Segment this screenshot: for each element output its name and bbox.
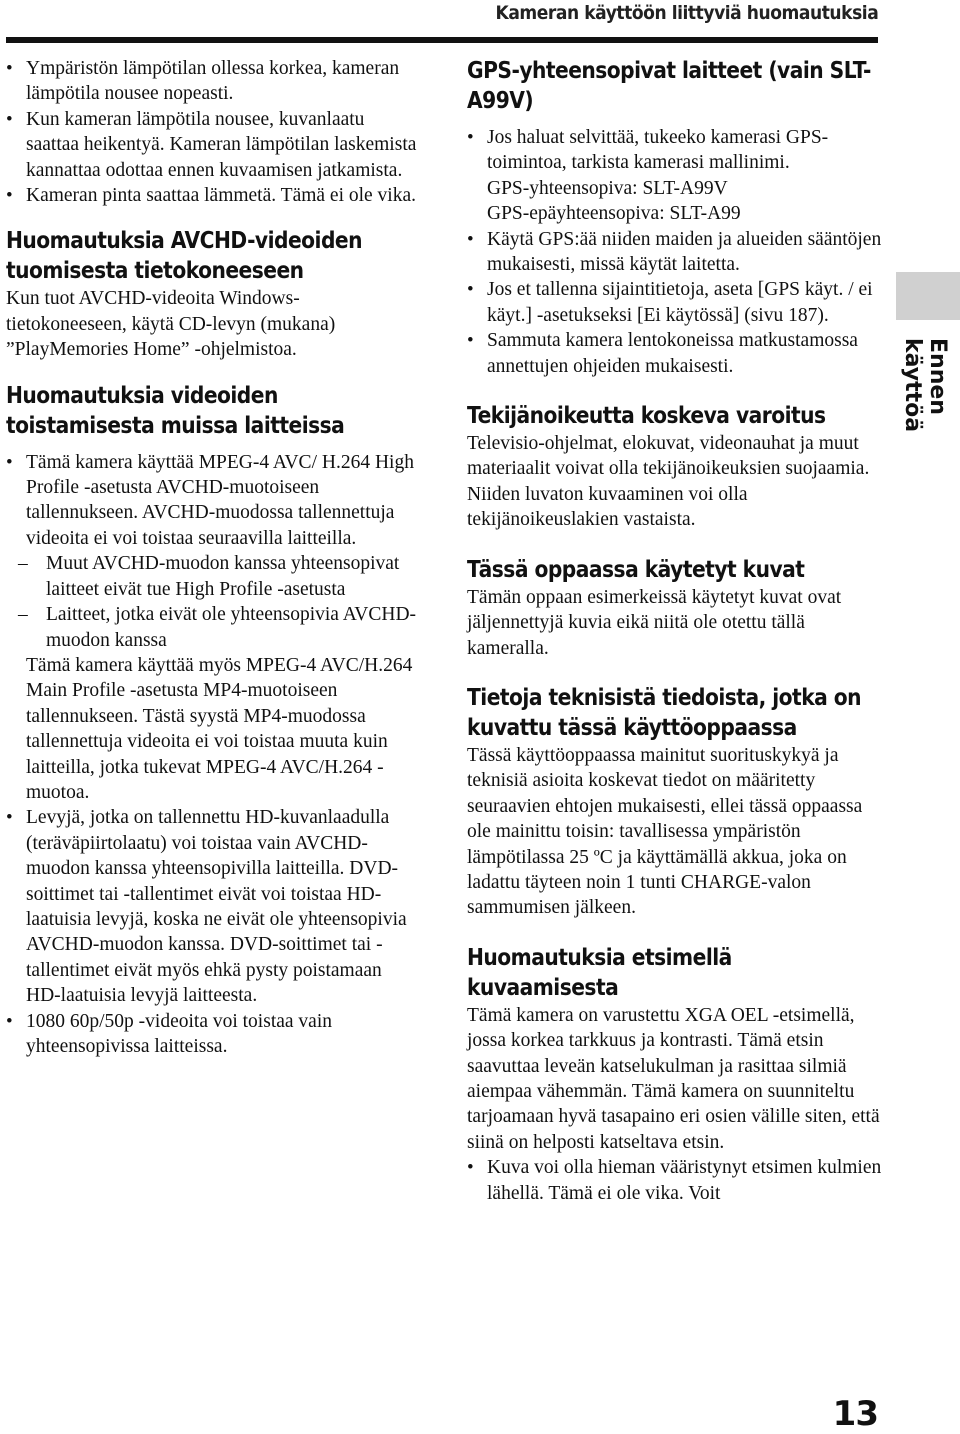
viewfinder-bullet-list [467,1155,887,1206]
left-column [6,56,420,1059]
model-line-compatible: GPS-yhteensopiva: SLT-A99V [487,177,728,199]
list-item: • Kameran pinta saattaa lämmetä. Tämä ei ole vika. [6,183,420,208]
side-tab-marker [896,272,960,320]
section-heading-images: Tässä oppaassa käytetyt kuvat [467,556,805,583]
page-number: 13 [832,1394,878,1434]
list-item: • Ympäristön lämpötilan ollessa korkea, kameran lämpötila nousee nopeasti. [6,56,420,107]
playback-bullet-list [6,450,420,1060]
section-heading-playback: Huomautuksia videoiden toistamisesta muissa laitteissa [6,382,345,439]
list-item-text: Jos haluat selvittää, tukeeko kamerasi GPS-toimintoa, tarkista kamerasi mallinimi. [487,127,829,174]
list-item: • Kuva voi olla hieman vääristynyt etsimen kulmien lähellä. Tämä ei ole vika. Voit [467,1155,887,1206]
list-item: • Levyjä, jotka on tallennettu HD-kuvanlaadulla (teräväpiirtolaatu) voi toistaa vain AVCHD-muodon kanssa yhteensopivilla laitteilla. DVD-soittimet tai -tallentimet eivät voi toistaa HD-laatuisia levyjä, koska ne eivät ole yhteensopivia AVCHD-muodon kanssa. DVD-soittimet tai -tallentimet eivät myös ehkä pysty poistamaan HD-laatuisia levyjä laitteesta. [6,805,420,1008]
list-item: • Kun kameran lämpötila nousee, kuvanlaatu saattaa heikentyä. Kameran lämpötilan laskemista kannattaa odottaa ennen kuvaamisen jatkamista. [6,107,420,183]
list-item: – Muut AVCHD-muodon kanssa yhteensopivat laitteet eivät tue High Profile -asetusta [6,551,420,602]
section-heading-gps: GPS-yhteensopivat laitteet (vain SLT-A99V) [467,58,871,114]
section-body-specs: Tässä käyttöoppaassa mainitut suorituskykyä ja teknisiä asioita koskevat tiedot on määritetty seuraavien ehtojen mukaisesti, ellei tässä oppaassa ole mainittu toisin: tavallisessa ympäristön lämpötilassa 25 ºC ja käyttämällä akkua, joka on ladattu täyteen noin 1 tunti CHARGE-valon sammumisen jälkeen. [467,744,863,919]
list-item [6,450,420,806]
list-item: • 1080 60p/50p -videoita voi toistaa vain yhteensopivissa laitteissa. [6,1009,420,1060]
section-heading-viewfinder: Huomautuksia etsimellä kuvaamisesta [467,944,732,1001]
list-item: – Laitteet, jotka eivät ole yhteensopivia AVCHD-muodon kanssa [6,602,420,653]
list-item-text: Tämä kamera käyttää myös MPEG-4 AVC/H.264 Main Profile -asetusta MP4-muotoiseen tallennukseen. Tästä syystä MP4-muodossa tallennettuja videoita ei voi toistaa muuta kuin laitteilla, jotka tukevat MPEG-4 AVC/H.264 -muotoa. [26,654,413,803]
dash-list [6,551,420,653]
list-item-text: Tämä kamera käyttää MPEG-4 AVC/ H.264 High Profile -asetusta AVCHD-muotoiseen tallennukseen. AVCHD-muodossa tallennettuja videoita ei voi toistaa seuraavilla laitteilla. [26,451,414,549]
section-heading-copyright: Tekijänoikeutta koskeva varoitus [467,403,826,430]
running-header: Kameran käyttöön liittyviä huomautuksia [495,2,878,24]
section-heading-specs: Tietoja teknisistä tiedoista, jotka on kuvattu tässä käyttöoppaassa [467,684,862,741]
section-body-avchd-import: Kun tuot AVCHD-videoita Windows-tietokoneeseen, käytä CD-levyn (mukana) ”PlayMemories Home” -ohjelmistoa. [6,288,336,361]
intro-bullet-list [6,56,420,208]
section-body-copyright: Televisio-ohjelmat, elokuvat, videonauhat ja muut materiaalit voivat olla tekijänoikeuksien suojaamia. Niiden luvaton kuvaaminen voi olla tekijänoikeuslakien vastaista. [467,433,870,531]
header-rule [6,37,878,43]
side-tab-label: Ennen käyttöä [900,338,950,433]
gps-bullet-list [467,125,887,379]
list-item: • Käytä GPS:ää niiden maiden ja alueiden sääntöjen mukaisesti, missä käytät laitetta. [467,227,887,278]
section-heading-avchd-import: Huomautuksia AVCHD-videoiden tuomisesta tietokoneeseen [6,228,363,285]
section-body-viewfinder: Tämä kamera on varustettu XGA OEL -etsimellä, jossa korkea tarkkuus ja kontrasti. Tämä etsin saavuttaa leveän katselukulman ja rasittaa silmiä aiempaa vähemmän. Tämä kamera on suunniteltu tarjoamaan hyvä tasapaino eri osien välille siten, että siinä on helposti katseltava etsin. [467,1004,880,1153]
list-item: • Jos et tallenna sijaintitietoja, aseta [GPS käyt. / ei käyt.] -asetukseksi [Ei käytössä] (sivu 187). [467,277,887,328]
list-item [467,125,887,227]
model-line-incompatible: GPS-epäyhteensopiva: SLT-A99 [487,203,741,225]
section-body-images: Tämän oppaan esimerkeissä käytetyt kuvat ovat jäljennettyjä kuvia eikä niitä ole otettu tällä kameralla. [467,586,842,659]
list-item: • Sammuta kamera lentokoneissa matkustamossa annettujen ohjeiden mukaisesti. [467,328,887,379]
right-column [467,56,887,1206]
